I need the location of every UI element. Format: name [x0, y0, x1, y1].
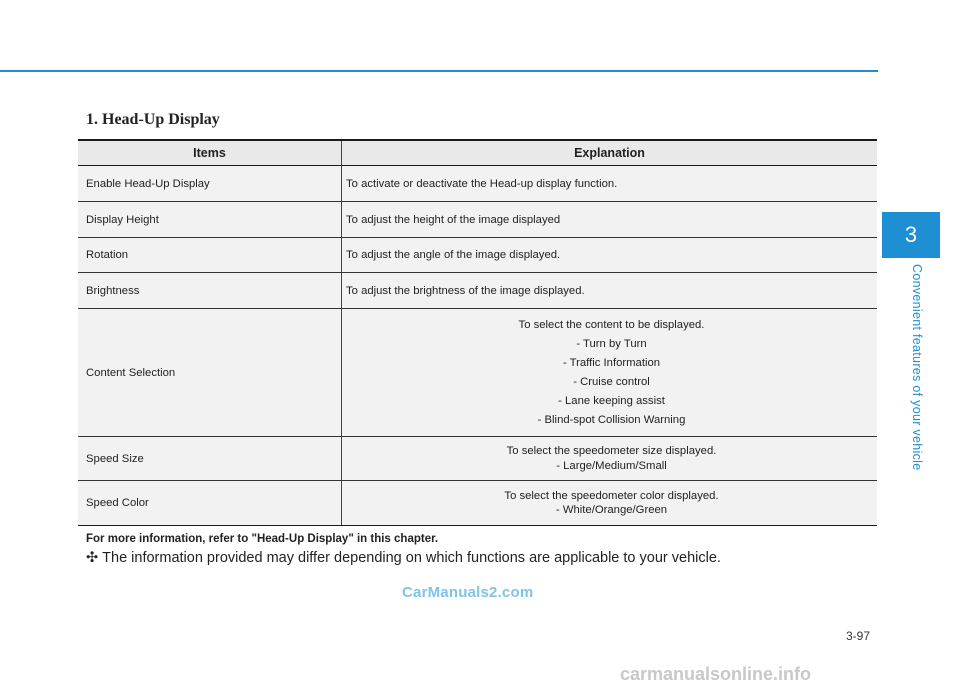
row-explanation [342, 437, 877, 480]
note-symbol-icon: ✣ [86, 550, 99, 566]
explanation-line: To select the speedometer color displayed. [504, 489, 719, 502]
row-item: Display Height [78, 202, 342, 237]
table-row [78, 166, 877, 202]
explanation-line: - Blind-spot Collision Warning [537, 413, 686, 426]
chapter-tab [882, 212, 940, 258]
table-row [78, 273, 877, 309]
chapter-number: 3 [904, 222, 918, 247]
footer-site-watermark: carmanualsonline.info [620, 664, 812, 684]
table-row [78, 202, 877, 238]
chapter-title: Convenient features of your vehicle [910, 264, 924, 471]
table-row [78, 238, 877, 273]
watermark: CarManuals2.com [402, 584, 534, 601]
row-item: Content Selection [78, 309, 342, 436]
table-row [78, 437, 877, 481]
explanation-line: To select the content to be displayed. [518, 318, 705, 331]
explanation-line: - Cruise control [573, 375, 650, 388]
disclaimer-text: The information provided may differ depending on which functions are applicable to your vehicle. [102, 550, 721, 566]
header-items: Items [78, 141, 342, 165]
table-header [78, 141, 877, 166]
header-explanation: Explanation [574, 146, 645, 160]
page-number: 3-97 [846, 629, 871, 643]
section-title: 1. Head-Up Display [86, 111, 220, 128]
explanation-line: - Turn by Turn [576, 337, 647, 350]
explanation-line: - Lane keeping assist [558, 394, 665, 407]
row-item: Enable Head-Up Display [78, 166, 342, 201]
row-item: Brightness [78, 273, 342, 308]
row-explanation [342, 481, 877, 525]
row-explanation [342, 309, 877, 436]
row-item: Speed Color [78, 481, 342, 525]
table-row [78, 309, 877, 437]
row-explanation: To adjust the brightness of the image displayed. [346, 284, 585, 297]
row-item: Speed Size [78, 437, 342, 480]
table-row [78, 481, 877, 525]
reference-note: For more information, refer to "Head-Up Display" in this chapter. [86, 533, 439, 545]
disclaimer-note [86, 550, 721, 566]
row-explanation: To adjust the height of the image displayed [346, 213, 561, 226]
row-item: Rotation [78, 238, 342, 272]
settings-table [78, 139, 877, 526]
explanation-line: - Large/Medium/Small [556, 459, 667, 472]
explanation-line: To select the speedometer size displayed. [506, 445, 717, 457]
row-explanation: To activate or deactivate the Head-up display function. [346, 177, 618, 190]
explanation-line: - White/Orange/Green [555, 504, 668, 516]
explanation-line: - Traffic Information [562, 356, 661, 369]
row-explanation: To adjust the angle of the image displayed. [346, 249, 561, 261]
top-rule [0, 70, 878, 72]
